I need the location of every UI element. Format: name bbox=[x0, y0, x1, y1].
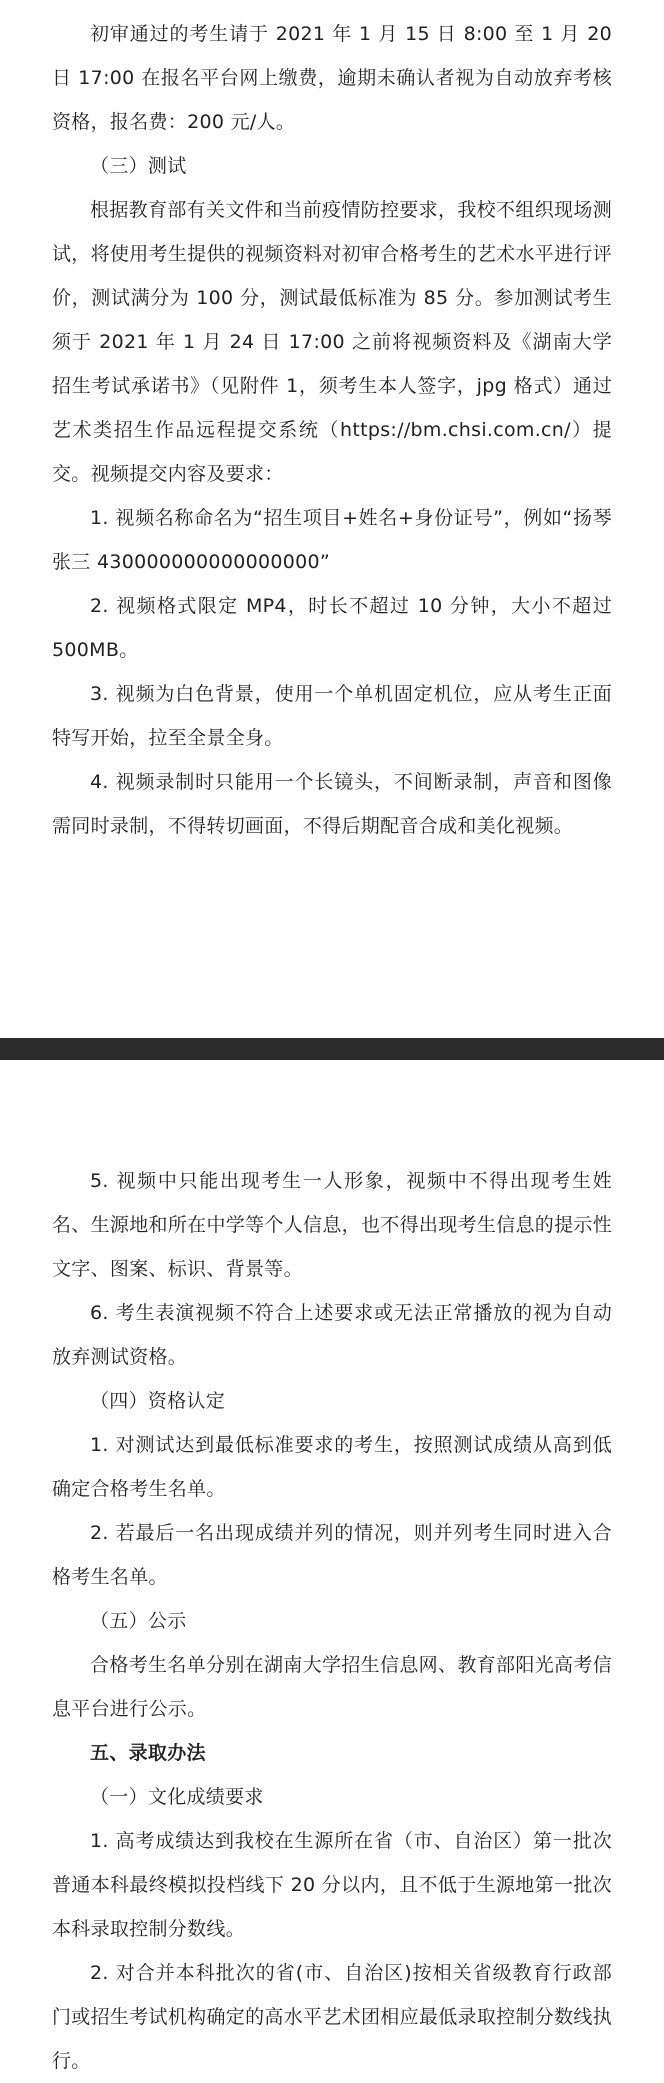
test-heading: （三）测试 bbox=[90, 155, 187, 177]
video-requirement-3: 3. 视频为白色背景，使用一个单机固定机位，应从考生正面特写开始，拉至全景全身。 bbox=[52, 683, 612, 749]
culture-requirement-1: 1. 高考成绩达到我校在生源所在省（市、自治区）第一批次普通本科最终模拟投档线下 20 分以内，且不低于生源地第一批次本科录取控制分数线。 bbox=[52, 1830, 612, 1940]
qualification-item-1: 1. 对测试达到最低标准要求的考生，按照测试成绩从高到低确定合格考生名单。 bbox=[52, 1434, 612, 1500]
admission-section-heading: 五、录取办法 bbox=[90, 1742, 206, 1764]
fee-paragraph: 初审通过的考生请于 2021 年 1 月 15 日 8:00 至 1 月 20 日 17:00 在报名平台网上缴费，逾期未确认者视为自动放弃考核资格，报名费：200 元/人。 bbox=[52, 23, 612, 133]
document-page-2 bbox=[0, 1060, 664, 2072]
document-page-1 bbox=[0, 0, 664, 1038]
video-requirement-4: 4. 视频录制时只能用一个长镜头，不间断录制，声音和图像需同时录制，不得转切画面，不得后期配音合成和美化视频。 bbox=[52, 771, 612, 837]
test-paragraph: 根据教育部有关文件和当前疫情防控要求，我校不组织现场测试，将使用考生提供的视频资料对初审合格考生的艺术水平进行评价，测试满分为 100 分，测试最低标准为 85 分。参加测试考生须于 2021 年 1 月 24 日 17:00 之前将视频资料及《湖南大学招生考试承诺书》（见附件 1，须考生本人签字，jpg 格式）通过艺术类招生作品远程提交系统（https://bm.chsi.com.cn/）提交。视频提交内容及要求： bbox=[52, 199, 612, 485]
video-requirement-5: 5. 视频中只能出现考生一人形象，视频中不得出现考生姓名、生源地和所在中学等个人信息，也不得出现考生信息的提示性文字、图案、标识、背景等。 bbox=[52, 1170, 612, 1280]
culture-requirement-2: 2. 对合并本科批次的省(市、自治区)按相关省级教育行政部门或招生考试机构确定的高水平艺术团相应最低录取控制分数线执行。 bbox=[52, 1962, 612, 2072]
video-requirement-6: 6. 考生表演视频不符合上述要求或无法正常播放的视为自动放弃测试资格。 bbox=[52, 1302, 612, 1368]
page-2-content bbox=[52, 1159, 612, 2083]
qualification-item-2: 2. 若最后一名出现成绩并列的情况，则并列考生同时进入合格考生名单。 bbox=[52, 1522, 612, 1588]
qualification-heading: （四）资格认定 bbox=[90, 1390, 226, 1412]
culture-score-heading: （一）文化成绩要求 bbox=[90, 1786, 264, 1808]
page-1-content bbox=[52, 12, 612, 848]
publicity-paragraph: 合格考生名单分别在湖南大学招生信息网、教育部阳光高考信息平台进行公示。 bbox=[52, 1654, 612, 1720]
page-divider bbox=[0, 1038, 664, 1060]
video-requirement-2: 2. 视频格式限定 MP4，时长不超过 10 分钟，大小不超过 500MB。 bbox=[52, 595, 612, 661]
publicity-heading: （五）公示 bbox=[90, 1610, 187, 1632]
video-requirement-1: 1. 视频名称命名为“招生项目+姓名+身份证号”，例如“扬琴 张三 430000000000000000” bbox=[52, 507, 612, 573]
